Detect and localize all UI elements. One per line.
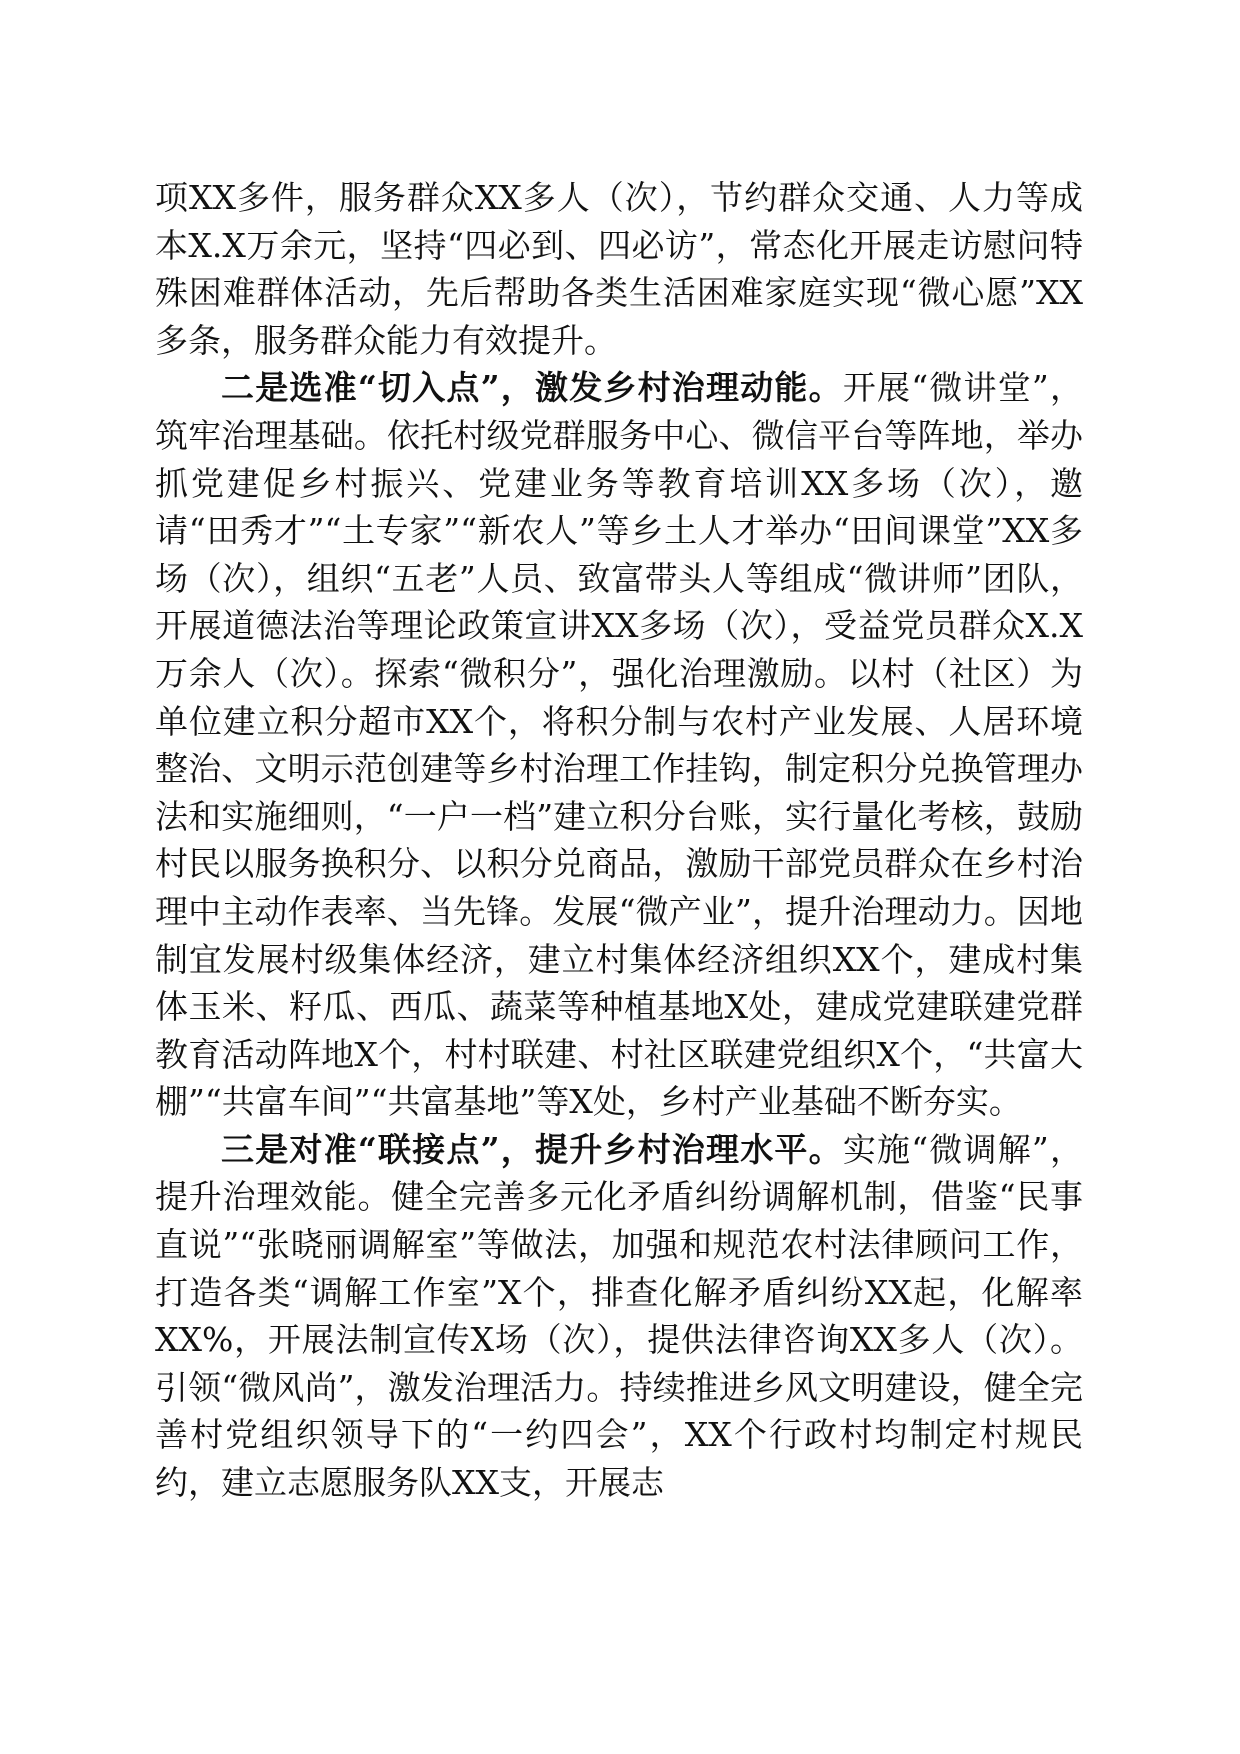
paragraph-continuation xyxy=(155,174,1083,364)
paragraph-3-text: 实施“微调解”，提升治理效能。健全完善多元化矛盾纠纷调解机制，借鉴“民事直说”“张晓丽调解室”等做法，加强和规范农村法律顾问工作，打造各类“调解工作室”X个，排查化解矛盾纠纷XX起，化解率XX%，开展法制宣传X场（次），提供法律咨询XX多人（次）。引领“微风尚”，激发治理活力。持续推进乡风文明建设，健全完善村党组织领导下的“一约四会”，XX个行政村均制定村规民约，建立志愿服务队XX支，开展志 xyxy=(155,1129,1083,1503)
paragraph-3-heading: 三是对准“联接点”，提升乡村治理水平。 xyxy=(221,1129,843,1169)
document-body xyxy=(155,174,1083,1507)
paragraph-section-two xyxy=(155,364,1083,1126)
paragraph-2-text: 开展“微讲堂”，筑牢治理基础。依托村级党群服务中心、微信平台等阵地，举办抓党建促乡村振兴、党建业务等教育培训XX多场（次），邀请“田秀才”“土专家”“新农人”等乡土人才举办“田间课堂”XX多场（次），组织“五老”人员、致富带头人等组成“微讲师”团队，开展道德法治等理论政策宣讲XX多场（次），受益党员群众X.X万余人（次）。探索“微积分”，强化治理激励。以村（社区）为单位建立积分超市XX个，将积分制与农村产业发展、人居环境整治、文明示范创建等乡村治理工作挂钩，制定积分兑换管理办法和实施细则，“一户一档”建立积分台账，实行量化考核，鼓励村民以服务换积分、以积分兑商品，激励干部党员群众在乡村治理中主动作表率、当先锋。发展“微产业”，提升治理动力。因地制宜发展村级集体经济，建立村集体经济组织XX个，建成村集体玉米、籽瓜、西瓜、蔬菜等种植基地X处，建成党建联建党群教育活动阵地X个，村村联建、村社区联建党组织X个，“共富大棚”“共富车间”“共富基地”等X处，乡村产业基础不断夯实。 xyxy=(155,368,1083,1122)
paragraph-2-heading: 二是选准“切入点”，激发乡村治理动能。 xyxy=(221,368,843,408)
paragraph-section-three xyxy=(155,1126,1083,1507)
paragraph-1-text: 项XX多件，服务群众XX多人（次），节约群众交通、人力等成本X.X万余元，坚持“四必到、四必访”，常态化开展走访慰问特殊困难群体活动，先后帮助各类生活困难家庭实现“微心愿”XX多条，服务群众能力有效提升。 xyxy=(155,178,1083,360)
